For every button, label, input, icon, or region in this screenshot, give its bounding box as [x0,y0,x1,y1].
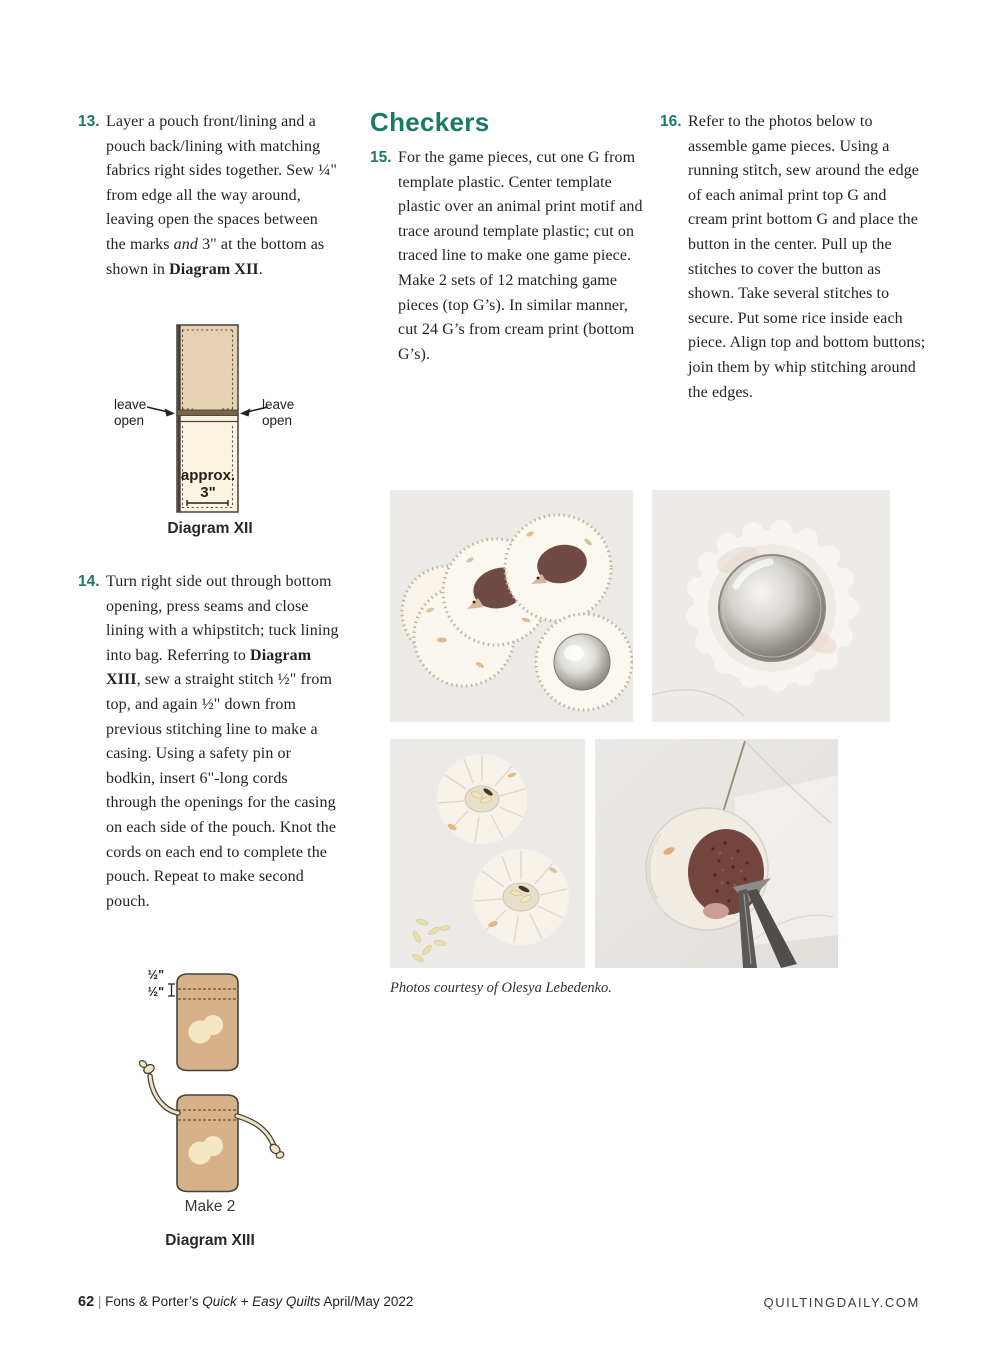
step-16 [660,110,926,405]
section-title: Checkers [370,107,490,137]
cord-right-outline [237,1116,273,1144]
half-inch-label-1: ½" [147,968,164,982]
diagram-xii-caption: Diagram XII [167,520,253,537]
three-inch-label: 3" [200,484,216,501]
fabric-motif [203,1136,223,1156]
leave-open-left-label2: open [114,413,145,428]
diagram-xiii [90,958,330,1198]
footer-publication-info: 62 | Fons & Porter’s Quick + Easy Quilts April/May 2022 [78,1294,414,1310]
step-14 [78,570,340,914]
right-arrow-head [240,409,251,417]
photo-game-piece-circles [390,490,633,722]
approx-label: approx. [180,467,236,484]
leave-open-right-label2: open [262,413,293,428]
footer-website: QUILTINGDAILY.COM [763,1295,920,1310]
step-14-number: 14. [78,573,100,590]
diagram-xii-figure [90,318,330,518]
diagram-xii [90,318,330,518]
leave-open-right-label: leave [262,397,295,412]
game-piece-hedgehog-2 [505,515,611,621]
photo-button-closeup [652,490,890,722]
make-2-label: Make 2 [184,1198,236,1215]
step-14-text: Turn right side out through bottom opening, press seams and close lining with a whipstitch; tuck lining into bag. Referring to Diagram XIII, sew a straight stitch ½" from top, and again ½" down from previous stitching line to make a casing. Using a safety pin or bodkin, insert 6"-long cords through the openings for the casing on each side of the pouch. Knot the cords on each end to complete the pouch. Repeat to make second pouch. [106,573,339,910]
cord-left [150,1076,178,1113]
fabric-motif [203,1015,223,1035]
step-13-text: Layer a pouch front/lining and a pouch back/lining with matching fabrics right sides together. Sew ¼" from edge all the way around, leaving open the spaces between the marks and 3" at the bottom as shown in Diagram XII. [106,113,337,278]
step-13 [78,110,340,282]
photo-assembly-tweezers [595,739,838,968]
seam-band [177,410,238,416]
diagram-xiii-figure [90,958,330,1198]
pouch-bag-section [177,325,238,415]
photo-caption: Photos courtesy of Olesya Lebedenko. [390,980,612,996]
step-13-number: 13. [78,113,100,130]
step-16-text: Refer to the photos below to assemble game pieces. Using a running stitch, sew around the edge of each animal print top G and cream print bottom G and place the button in the center. Pull up the stitches to cover the button as shown. Take several stitches to secure. Put some rice inside each piece. Align top and bottom buttons; join them by whip stitching around the edges. [688,113,926,401]
step-15-number: 15. [370,149,392,166]
game-piece-with-button [536,614,632,710]
measure-bracket [168,984,175,996]
silver-button [719,555,825,661]
leave-open-left-label: leave [114,397,147,412]
step-16-number: 16. [660,113,682,130]
photo-rice-filled-pieces [390,739,585,968]
gathered-piece-1 [437,754,527,844]
half-inch-label-2: ½" [147,985,164,999]
gathered-piece-2 [473,849,569,945]
step-15-text: For the game pieces, cut one G from template plastic. Center template plastic over an animal print motif and trace around template plastic; cut on traced line to make one game piece. Make 2 sets of 12 matching game pieces (top G’s). In similar manner, cut 24 G’s from cream print (bottom G’s). [398,149,643,363]
left-arrow-head [165,409,176,417]
step-15 [370,146,644,367]
diagram-xiii-caption: Diagram XIII [165,1232,255,1249]
